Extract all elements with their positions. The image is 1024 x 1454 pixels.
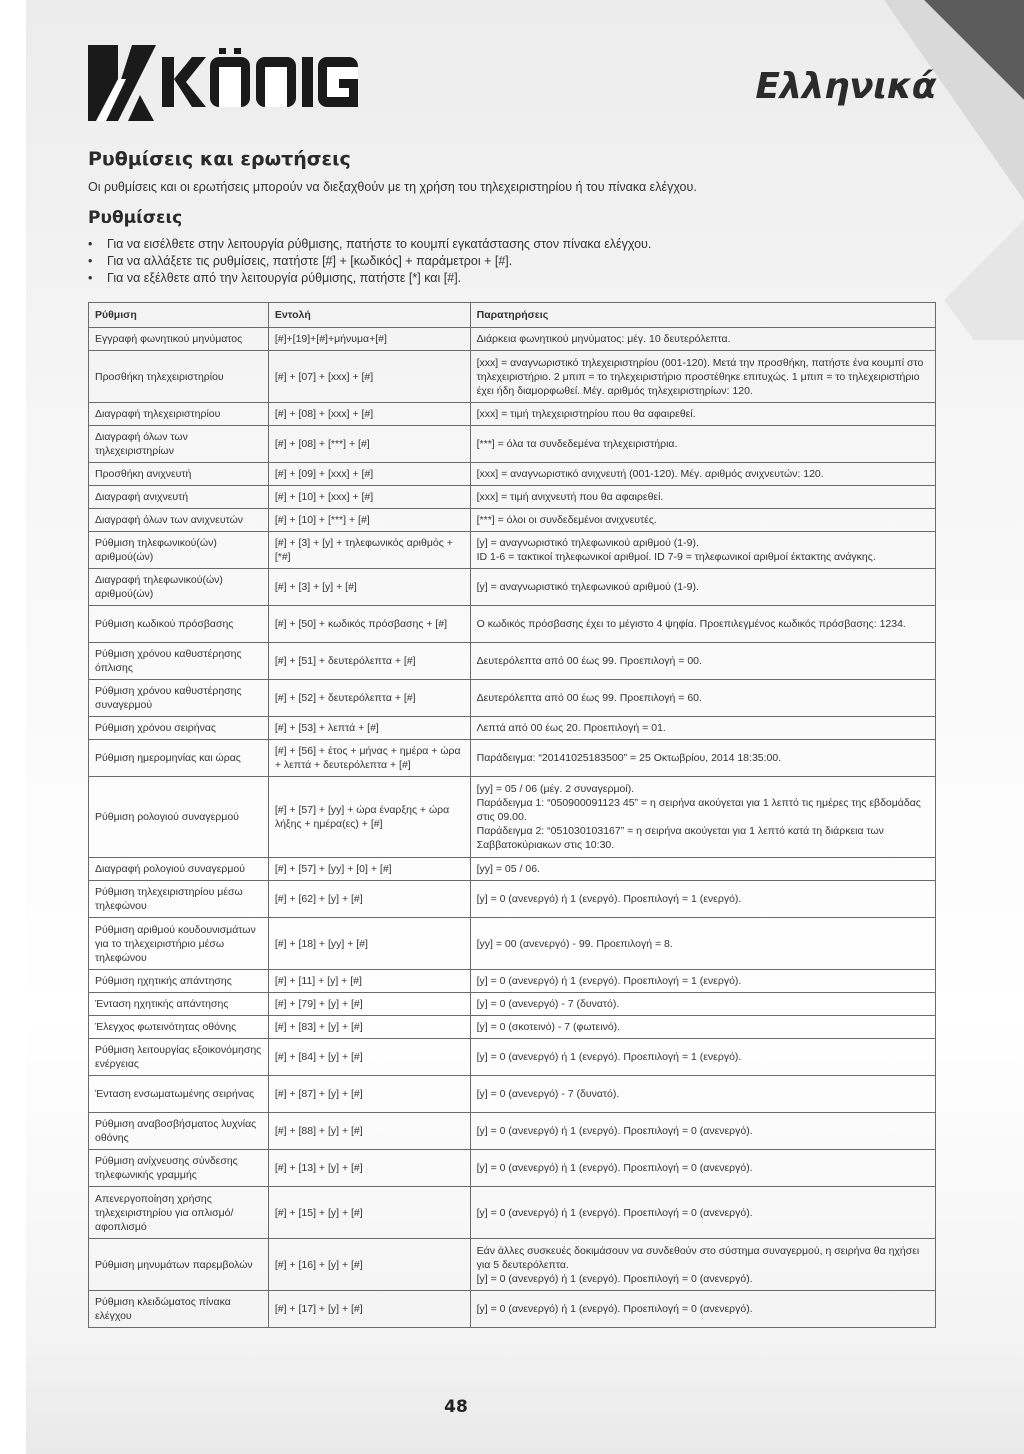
notes-cell: Λεπτά από 00 έως 20. Προεπιλογή = 01. [470,717,935,740]
table-row [89,993,936,1016]
page-title: Ρυθμίσεις και ερωτήσεις [88,148,351,170]
table-row [89,1113,936,1150]
notes-cell: Εάν άλλες συσκευές δοκιμάσουν να συνδεθούν στο σύστημα συναγερμού, η σειρήνα θα ηχήσει για 5 δευτερόλεπτα. [y] = 0 (ανενεργό) ή 1 (ενεργό). Προεπιλογή = 0 (ανενεργό). [470,1239,935,1291]
command-cell: [#] + [83] + [y] + [#] [268,1016,470,1039]
setting-cell: Ρύθμιση ρολογιού συναγερμού [89,777,269,858]
column-header-command: Εντολή [268,303,470,328]
notes-cell: [yy] = 05 / 06. [470,858,935,881]
notes-cell: [y] = 0 (ανενεργό) ή 1 (ενεργό). Προεπιλογή = 0 (ανενεργό). [470,1113,935,1150]
page-number: 48 [444,1397,468,1417]
table-row [89,1291,936,1328]
command-cell: [#] + [3] + [y] + [#] [268,569,470,606]
table-row [89,717,936,740]
notes-cell: Ο κωδικός πρόσβασης έχει το μέγιστο 4 ψηφία. Προεπιλεγμένος κωδικός πρόσβασης: 1234. [470,606,935,643]
command-cell: [#] + [51] + δευτερόλεπτα + [#] [268,643,470,680]
notes-cell: [y] = αναγνωριστικό τηλεφωνικού αριθμού (1-9). [470,569,935,606]
table-row [89,1016,936,1039]
notes-cell: [xxx] = αναγνωριστικό ανιχνευτή (001-120). Μέγ. αριθμός ανιχνευτών: 120. [470,463,935,486]
setting-cell: Ρύθμιση τηλεφωνικού(ών) αριθμού(ών) [89,532,269,569]
table-row [89,680,936,717]
setting-cell: Ρύθμιση λειτουργίας εξοικονόμησης ενέργειας [89,1039,269,1076]
table-row [89,569,936,606]
command-cell: [#]+[19]+[#]+μήνυμα+[#] [268,328,470,351]
notes-cell: [y] = αναγνωριστικό τηλεφωνικού αριθμού (1-9). ID 1-6 = τακτικοί τηλεφωνικοί αριθμοί. ID 7-9 = τηλεφωνικοί αριθμοί έκτακτης ανάγκης. [470,532,935,569]
notes-cell: [***] = όλα τα συνδεδεμένα τηλεχειριστήρια. [470,426,935,463]
column-header-notes: Παρατηρήσεις [470,303,935,328]
table-row [89,509,936,532]
table-row [89,740,936,777]
command-cell: [#] + [13] + [y] + [#] [268,1150,470,1187]
command-cell: [#] + [18] + [yy] + [#] [268,918,470,970]
notes-cell: [y] = 0 (ανενεργό) ή 1 (ενεργό). Προεπιλογή = 1 (ενεργό). [470,970,935,993]
command-cell: [#] + [10] + [***] + [#] [268,509,470,532]
notes-cell: Δευτερόλεπτα από 00 έως 99. Προεπιλογή = 00. [470,643,935,680]
command-cell: [#] + [53] + λεπτά + [#] [268,717,470,740]
setting-cell: Έλεγχος φωτεινότητας οθόνης [89,1016,269,1039]
bullet-item: • Για να εισέλθετε στην λειτουργία ρύθμισης, πατήστε το κουμπί εγκατάστασης στον πίνακα ελέγχου. [88,236,651,253]
setting-cell: Ένταση ενσωματωμένης σειρήνας [89,1076,269,1113]
intro-text: Οι ρυθμίσεις και οι ερωτήσεις μπορούν να διεξαχθούν με τη χρήση του τηλεχειριστηρίου ή του πίνακα ελέγχου. [88,180,697,194]
notes-cell: Δευτερόλεπτα από 00 έως 99. Προεπιλογή = 60. [470,680,935,717]
command-cell: [#] + [09] + [xxx] + [#] [268,463,470,486]
notes-cell: [y] = 0 (ανενεργό) - 7 (δυνατό). [470,993,935,1016]
notes-cell: [y] = 0 (ανενεργό) ή 1 (ενεργό). Προεπιλογή = 1 (ενεργό). [470,1039,935,1076]
table-row [89,643,936,680]
setting-cell: Ένταση ηχητικής απάντησης [89,993,269,1016]
setting-cell: Ρύθμιση ανίχνευσης σύνδεσης τηλεφωνικής γραμμής [89,1150,269,1187]
command-cell: [#] + [17] + [y] + [#] [268,1291,470,1328]
command-cell: [#] + [57] + [yy] + [0] + [#] [268,858,470,881]
table-row [89,881,936,918]
command-cell: [#] + [3] + [y] + τηλεφωνικός αριθμός + [*#] [268,532,470,569]
notes-cell: [xxx] = αναγνωριστικό τηλεχειριστηρίου (001-120). Μετά την προσθήκη, πατήστε ένα κουμπί στο τηλεχειριστήριο. 2 μπιπ = το τηλεχειριστήριο προστέθηκε επιτυχώς. 1 μπιπ = το τηλεχειριστήριο έχει ήδη διαμορφωθεί. Μέγ. αριθμός τηλεχειριστηρίων: 120. [470,351,935,403]
language-label: Ελληνικά [755,66,936,107]
notes-cell: [xxx] = τιμή ανιχνευτή που θα αφαιρεθεί. [470,486,935,509]
table-row [89,1239,936,1291]
table-row [89,532,936,569]
setting-cell: Διαγραφή τηλεφωνικού(ών) αριθμού(ών) [89,569,269,606]
table-row [89,426,936,463]
setting-cell: Διαγραφή τηλεχειριστηρίου [89,403,269,426]
table-row [89,918,936,970]
setting-cell: Διαγραφή ρολογιού συναγερμού [89,858,269,881]
settings-table [88,302,936,1328]
setting-cell: Ρύθμιση χρόνου καθυστέρησης συναγερμού [89,680,269,717]
setting-cell: Ρύθμιση τηλεχειριστηρίου μέσω τηλεφώνου [89,881,269,918]
command-cell: [#] + [56] + έτος + μήνας + ημέρα + ώρα + λεπτά + δευτερόλεπτα + [#] [268,740,470,777]
notes-cell: Διάρκεια φωνητικού μηνύματος: μέγ. 10 δευτερόλεπτα. [470,328,935,351]
notes-cell: [yy] = 00 (ανενεργό) - 99. Προεπιλογή = 8. [470,918,935,970]
table-row [89,858,936,881]
section-heading: Ρυθμίσεις [88,208,183,228]
notes-cell: [y] = 0 (ανενεργό) - 7 (δυνατό). [470,1076,935,1113]
setting-cell: Ρύθμιση αναβοσβήσματος λυχνίας οθόνης [89,1113,269,1150]
table-row [89,486,936,509]
setting-cell: Προσθήκη τηλεχειριστηρίου [89,351,269,403]
table-row [89,1039,936,1076]
command-cell: [#] + [08] + [xxx] + [#] [268,403,470,426]
command-cell: [#] + [07] + [xxx] + [#] [268,351,470,403]
table-body [89,328,936,1328]
command-cell: [#] + [79] + [y] + [#] [268,993,470,1016]
setting-cell: Ρύθμιση χρόνου καθυστέρησης όπλισης [89,643,269,680]
table-row [89,328,936,351]
setting-cell: Διαγραφή όλων των τηλεχειριστηρίων [89,426,269,463]
command-cell: [#] + [57] + [yy] + ώρα έναρξης + ώρα λήξης + ημέρα(ες) + [#] [268,777,470,858]
corner-decoration [884,0,1024,340]
setting-cell: Ρύθμιση κωδικού πρόσβασης [89,606,269,643]
notes-cell: [y] = 0 (ανενεργό) ή 1 (ενεργό). Προεπιλογή = 0 (ανενεργό). [470,1150,935,1187]
command-cell: [#] + [62] + [y] + [#] [268,881,470,918]
table-row [89,403,936,426]
setting-cell: Ρύθμιση ημερομηνίας και ώρας [89,740,269,777]
notes-cell: [xxx] = τιμή τηλεχειριστηρίου που θα αφαιρεθεί. [470,403,935,426]
notes-cell: [y] = 0 (ανενεργό) ή 1 (ενεργό). Προεπιλογή = 1 (ενεργό). [470,881,935,918]
command-cell: [#] + [52] + δευτερόλεπτα + [#] [268,680,470,717]
notes-cell: [y] = 0 (σκοτεινό) - 7 (φωτεινό). [470,1016,935,1039]
bullet-list [88,236,651,287]
setting-cell: Εγγραφή φωνητικού μηνύματος [89,328,269,351]
command-cell: [#] + [84] + [y] + [#] [268,1039,470,1076]
notes-cell: [***] = όλοι οι συνδεδεμένοι ανιχνευτές. [470,509,935,532]
table-row [89,1150,936,1187]
notes-cell: [y] = 0 (ανενεργό) ή 1 (ενεργό). Προεπιλογή = 0 (ανενεργό). [470,1187,935,1239]
command-cell: [#] + [87] + [y] + [#] [268,1076,470,1113]
command-cell: [#] + [11] + [y] + [#] [268,970,470,993]
setting-cell: Ρύθμιση κλειδώματος πίνακα ελέγχου [89,1291,269,1328]
notes-cell: Παράδειγμα: “20141025183500” = 25 Οκτωβρίου, 2014 18:35:00. [470,740,935,777]
command-cell: [#] + [15] + [y] + [#] [268,1187,470,1239]
setting-cell: Ρύθμιση χρόνου σειρήνας [89,717,269,740]
command-cell: [#] + [08] + [***] + [#] [268,426,470,463]
setting-cell: Διαγραφή όλων των ανιχνευτών [89,509,269,532]
table-row [89,1076,936,1113]
table-row [89,351,936,403]
table-header-row [89,303,936,328]
setting-cell: Απενεργοποίηση χρήσης τηλεχειριστηρίου για οπλισμό/αφοπλισμό [89,1187,269,1239]
command-cell: [#] + [10] + [xxx] + [#] [268,486,470,509]
column-header-setting: Ρύθμιση [89,303,269,328]
table-row [89,970,936,993]
setting-cell: Ρύθμιση αριθμού κουδουνισμάτων για το τηλεχειριστήριο μέσω τηλεφώνου [89,918,269,970]
table-row [89,777,936,858]
setting-cell: Προσθήκη ανιχνευτή [89,463,269,486]
table-row [89,606,936,643]
bullet-item: • Για να εξέλθετε από την λειτουργία ρύθμισης, πατήστε [*] και [#]. [88,270,651,287]
setting-cell: Ρύθμιση μηνυμάτων παρεμβολών [89,1239,269,1291]
setting-cell: Ρύθμιση ηχητικής απάντησης [89,970,269,993]
konig-logo [88,45,358,121]
notes-cell: [yy] = 05 / 06 (μέγ. 2 συναγερμοί). Παράδειγμα 1: “050900091123 45” = η σειρήνα ακούγεται για 1 λεπτό τις ημέρες της εβδομάδας στις 09.00. Παράδειγμα 2: “051030103167” = η σειρήνα ακούγεται για 1 λεπτό κατά τη διάρκεια των Σαββατοκύριακων στις 10:30. [470,777,935,858]
command-cell: [#] + [88] + [y] + [#] [268,1113,470,1150]
bullet-item: • Για να αλλάξετε τις ρυθμίσεις, πατήστε [#] + [κωδικός] + παράμετροι + [#]. [88,253,651,270]
setting-cell: Διαγραφή ανιχνευτή [89,486,269,509]
command-cell: [#] + [16] + [y] + [#] [268,1239,470,1291]
command-cell: [#] + [50] + κωδικός πρόσβασης + [#] [268,606,470,643]
table-row [89,1187,936,1239]
notes-cell: [y] = 0 (ανενεργό) ή 1 (ενεργό). Προεπιλογή = 0 (ανενεργό). [470,1291,935,1328]
table-row [89,463,936,486]
